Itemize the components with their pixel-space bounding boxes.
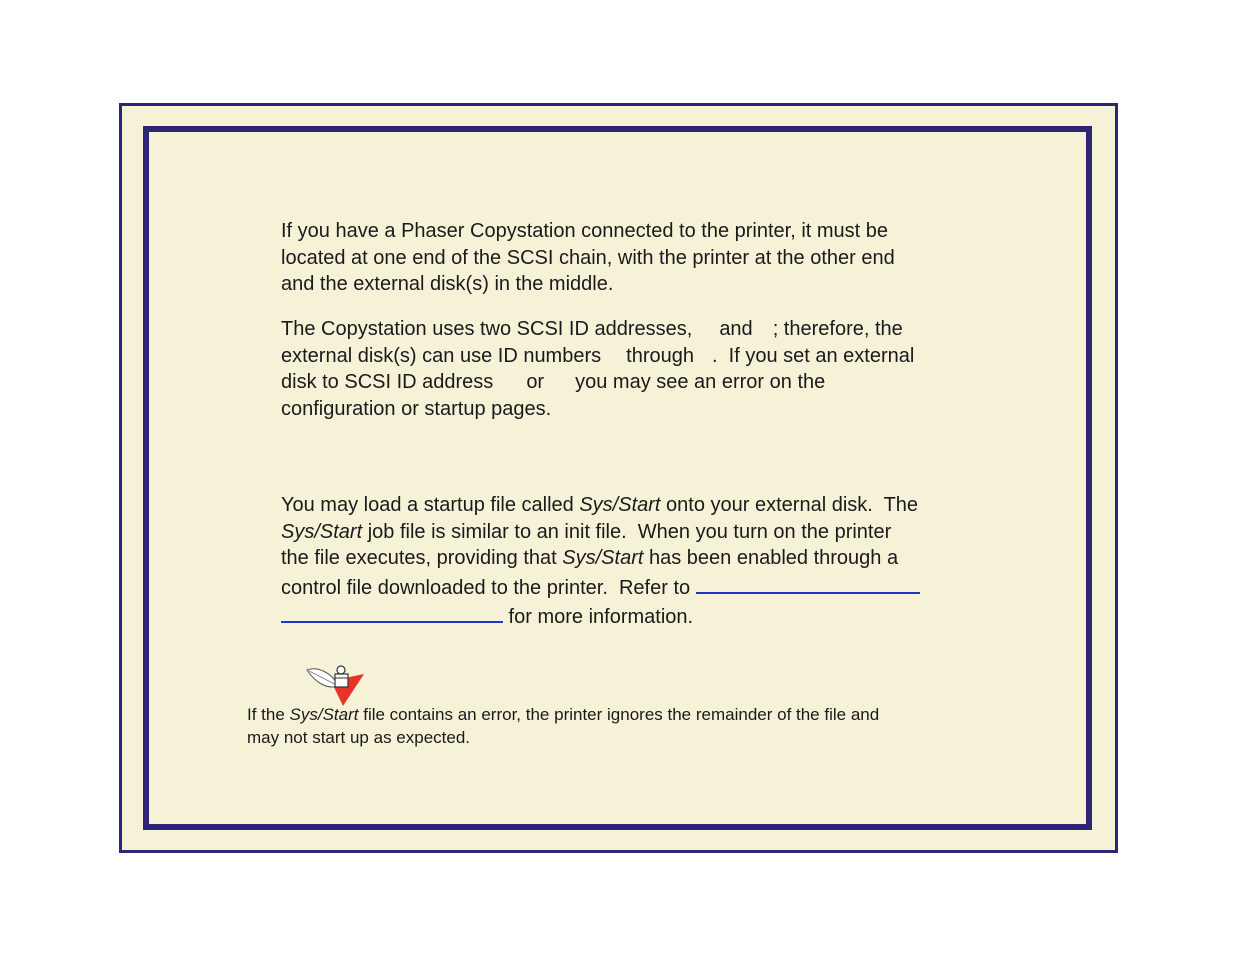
cross-reference-link[interactable] [696, 572, 920, 594]
paragraph-copystation-placement [281, 218, 895, 298]
text-line: If you have a Phaser Copystation connected to the printer, it must be [281, 220, 889, 242]
text-fragment: external disk(s) can use ID numbers [281, 344, 602, 367]
text-fragment: job file is similar to an init file. When you turn on the printer [362, 520, 892, 543]
text-fragment: control file downloaded to the printer. Refer to [281, 576, 696, 599]
text-fragment: The Copystation uses two SCSI ID addresses, [281, 318, 693, 340]
sys-start-term: Sys/Start [281, 520, 363, 543]
text-fragment: for more information. [503, 606, 694, 628]
text-fragment: You may load a startup file called [281, 494, 580, 516]
paragraph-scsi-id-addresses [281, 316, 914, 422]
text-line: located at one end of the SCSI chain, with the printer at the other end [281, 246, 895, 269]
text-fragment: through [626, 344, 694, 367]
paragraph-sys-start [281, 492, 920, 631]
sys-start-term: Sys/Start [289, 705, 359, 724]
text-line: may not start up as expected. [247, 727, 471, 747]
text-line: and the external disk(s) in the middle. [281, 273, 614, 295]
text-fragment: you may see an error on the [575, 371, 826, 393]
quill-note-icon [305, 664, 367, 708]
text-fragment: onto your external disk. The [660, 494, 919, 516]
sys-start-term: Sys/Start [562, 547, 644, 569]
text-fragment: and [719, 318, 753, 340]
note-text [247, 704, 879, 749]
text-fragment: has been enabled through a [643, 547, 899, 569]
text-fragment: . If you set an external [711, 344, 915, 367]
text-line: configuration or startup pages. [281, 397, 552, 420]
text-fragment: or [526, 371, 545, 393]
sys-start-term: Sys/Start [579, 494, 661, 516]
text-fragment: the file executes, providing that [281, 547, 563, 569]
text-fragment: file contains an error, the printer ignores the remainder of the file and [358, 705, 880, 724]
cross-reference-link[interactable] [281, 601, 503, 623]
text-fragment: disk to SCSI ID address [281, 371, 494, 393]
text-fragment: ; therefore, the [772, 318, 903, 340]
text-fragment: If the [247, 705, 290, 724]
